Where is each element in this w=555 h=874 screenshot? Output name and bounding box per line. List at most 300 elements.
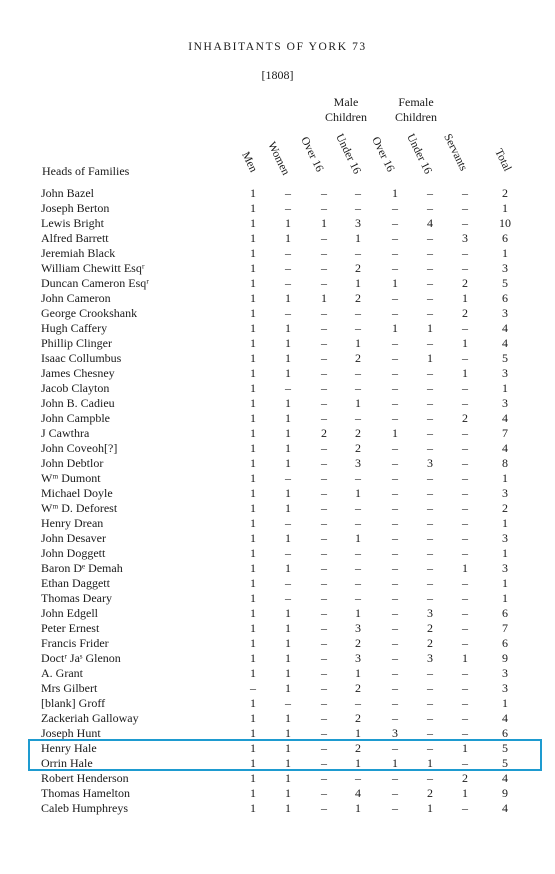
table-cell: – [355, 696, 361, 710]
table-cell: 2 [355, 291, 361, 305]
table-row [0, 411, 555, 426]
table-cell: 2 [355, 261, 361, 275]
table-cell: – [321, 336, 327, 350]
table-cell: – [392, 711, 398, 725]
table-cell: 3 [502, 366, 508, 380]
family-head-name: Henry Drean [41, 516, 104, 530]
table-cell: – [285, 381, 291, 395]
table-cell: 1 [427, 756, 433, 770]
table-cell: 3 [502, 396, 508, 410]
table-cell: 1 [321, 291, 327, 305]
table-cell: 1 [250, 546, 256, 560]
table-cell: – [321, 381, 327, 395]
table-cell: – [427, 471, 433, 485]
table-cell: – [462, 531, 468, 545]
family-head-name: John Edgell [41, 606, 98, 620]
table-cell: 6 [502, 726, 508, 740]
table-cell: 4 [502, 801, 508, 815]
table-cell: – [392, 561, 398, 575]
family-head-name: J Cawthra [41, 426, 90, 440]
female-group-line-2: Children [395, 110, 437, 124]
table-cell: – [462, 606, 468, 620]
table-cell: – [462, 516, 468, 530]
table-row [0, 336, 555, 351]
table-cell: 1 [285, 231, 291, 245]
table-cell: – [427, 741, 433, 755]
table-cell: – [462, 246, 468, 260]
family-head-name: Jacob Clayton [41, 381, 110, 395]
table-row [0, 546, 555, 561]
table-row [0, 471, 555, 486]
table-cell: – [462, 801, 468, 815]
table-cell: – [321, 486, 327, 500]
table-cell: 1 [285, 561, 291, 575]
table-cell: – [285, 186, 291, 200]
table-cell: 3 [502, 306, 508, 320]
table-cell: – [392, 486, 398, 500]
table-cell: – [285, 261, 291, 275]
col-head-female-over-16: Over 16 [369, 135, 397, 174]
family-head-name: Phillip Clinger [41, 336, 113, 350]
table-cell: 1 [502, 246, 508, 260]
table-cell: – [462, 576, 468, 590]
female-group-line-1: Female [398, 95, 434, 109]
family-head-name: John Cameron [41, 291, 111, 305]
table-cell: 1 [355, 231, 361, 245]
table-cell: – [392, 636, 398, 650]
family-head-name: George Crookshank [41, 306, 138, 320]
table-cell: 1 [250, 516, 256, 530]
table-cell: 3 [502, 261, 508, 275]
table-cell: – [321, 366, 327, 380]
table-cell: – [321, 651, 327, 665]
table-cell: – [321, 726, 327, 740]
table-cell: 1 [250, 771, 256, 785]
table-cell: – [462, 351, 468, 365]
table-cell: 1 [250, 216, 256, 230]
table-cell: – [392, 591, 398, 605]
family-head-name: Robert Henderson [41, 771, 129, 785]
table-cell: 1 [250, 396, 256, 410]
table-row [0, 726, 555, 741]
table-cell: 1 [250, 336, 256, 350]
table-cell: 1 [285, 351, 291, 365]
table-cell: – [462, 426, 468, 440]
table-row [0, 216, 555, 231]
table-cell: – [392, 771, 398, 785]
table-cell: – [285, 576, 291, 590]
table-cell: – [427, 306, 433, 320]
table-cell: 3 [502, 531, 508, 545]
table-cell: – [462, 636, 468, 650]
table-cell: – [321, 666, 327, 680]
table-cell: 1 [250, 696, 256, 710]
table-cell: 1 [285, 801, 291, 815]
table-cell: – [392, 291, 398, 305]
table-cell: 1 [502, 381, 508, 395]
table-cell: – [427, 696, 433, 710]
table-cell: 1 [250, 186, 256, 200]
table-cell: – [321, 786, 327, 800]
table-cell: 1 [392, 186, 398, 200]
table-cell: 3 [427, 606, 433, 620]
table-row [0, 381, 555, 396]
table-cell: 1 [355, 666, 361, 680]
male-children-group-label [306, 95, 386, 125]
table-cell: 1 [285, 336, 291, 350]
table-cell: 7 [502, 426, 508, 440]
table-cell: – [427, 726, 433, 740]
table-row [0, 186, 555, 201]
table-cell: 1 [285, 486, 291, 500]
table-cell: – [285, 471, 291, 485]
table-cell: 1 [250, 291, 256, 305]
table-cell: 1 [355, 531, 361, 545]
table-cell: – [321, 321, 327, 335]
table-cell: 1 [355, 396, 361, 410]
family-head-name: Peter Ernest [41, 621, 100, 635]
table-cell: – [355, 321, 361, 335]
table-cell: 1 [250, 351, 256, 365]
table-cell: 8 [502, 456, 508, 470]
table-row [0, 426, 555, 441]
table-cell: – [285, 591, 291, 605]
table-cell: 1 [250, 801, 256, 815]
table-cell: – [321, 546, 327, 560]
table-cell: – [392, 516, 398, 530]
table-cell: 1 [285, 411, 291, 425]
table-cell: – [321, 801, 327, 815]
table-cell: – [427, 261, 433, 275]
table-cell: 4 [355, 786, 361, 800]
family-head-name: Joseph Berton [41, 201, 110, 215]
table-cell: – [427, 771, 433, 785]
table-cell: 1 [355, 336, 361, 350]
table-cell: 1 [250, 741, 256, 755]
table-cell: – [392, 456, 398, 470]
table-cell: – [392, 651, 398, 665]
family-head-name: Orrin Hale [41, 756, 93, 770]
table-cell: – [427, 381, 433, 395]
table-cell: 1 [250, 651, 256, 665]
table-cell: – [355, 471, 361, 485]
table-cell: 2 [462, 771, 468, 785]
table-row [0, 366, 555, 381]
table-cell: 1 [285, 456, 291, 470]
table-row [0, 771, 555, 786]
table-cell: 4 [502, 711, 508, 725]
table-cell: 1 [355, 801, 361, 815]
table-cell: – [321, 441, 327, 455]
table-cell: – [462, 216, 468, 230]
table-cell: 1 [427, 801, 433, 815]
table-row [0, 561, 555, 576]
table-row [0, 321, 555, 336]
table-cell: – [392, 411, 398, 425]
table-cell: – [392, 666, 398, 680]
col-head-servants: Servants [441, 132, 470, 173]
table-cell: – [355, 561, 361, 575]
table-cell: 3 [355, 651, 361, 665]
table-cell: – [321, 456, 327, 470]
table-cell: – [392, 501, 398, 515]
table-cell: 2 [502, 186, 508, 200]
table-cell: 7 [502, 621, 508, 635]
family-head-name: John B. Cadieu [41, 396, 115, 410]
table-cell: – [427, 711, 433, 725]
table-row [0, 681, 555, 696]
table-cell: – [462, 201, 468, 215]
table-cell: – [355, 771, 361, 785]
table-cell: 1 [250, 441, 256, 455]
table-cell: 1 [285, 726, 291, 740]
table-cell: – [462, 726, 468, 740]
table-cell: – [392, 306, 398, 320]
table-cell: 1 [250, 501, 256, 515]
table-cell: – [392, 201, 398, 215]
table-cell: 3 [355, 216, 361, 230]
table-cell: 1 [462, 291, 468, 305]
table-cell: 1 [355, 726, 361, 740]
table-cell: 1 [250, 366, 256, 380]
table-cell: – [321, 396, 327, 410]
family-head-name: Duncan Cameron Esqʳ [41, 276, 149, 290]
table-cell: 1 [250, 456, 256, 470]
table-cell: – [462, 666, 468, 680]
table-row [0, 246, 555, 261]
table-cell: – [392, 546, 398, 560]
table-cell: 5 [502, 756, 508, 770]
table-row [0, 261, 555, 276]
table-cell: 1 [355, 276, 361, 290]
family-head-name: Henry Hale [41, 741, 97, 755]
table-cell: – [427, 186, 433, 200]
table-cell: – [427, 516, 433, 530]
table-cell: – [355, 186, 361, 200]
table-cell: – [462, 501, 468, 515]
table-cell: – [392, 351, 398, 365]
table-cell: 1 [250, 636, 256, 650]
table-cell: 4 [502, 321, 508, 335]
table-cell: – [392, 741, 398, 755]
table-cell: – [321, 351, 327, 365]
table-cell: – [462, 486, 468, 500]
family-head-name: Caleb Humphreys [41, 801, 128, 815]
table-cell: – [462, 441, 468, 455]
table-cell: 2 [355, 741, 361, 755]
table-cell: – [462, 456, 468, 470]
table-cell: 1 [285, 321, 291, 335]
table-cell: – [392, 246, 398, 260]
table-cell: 1 [285, 666, 291, 680]
table-cell: 1 [502, 471, 508, 485]
table-cell: – [321, 261, 327, 275]
table-cell: – [427, 291, 433, 305]
table-row [0, 591, 555, 606]
col-head-female-under-16: Under 16 [404, 132, 434, 177]
family-head-name: Thomas Hamelton [41, 786, 130, 800]
table-cell: 2 [355, 441, 361, 455]
family-head-name: Hugh Caffery [41, 321, 108, 335]
table-cell: – [355, 576, 361, 590]
table-cell: – [462, 756, 468, 770]
table-cell: 1 [502, 546, 508, 560]
table-row [0, 501, 555, 516]
table-cell: 1 [250, 591, 256, 605]
table-cell: – [427, 561, 433, 575]
census-table-body [0, 186, 555, 816]
table-cell: – [285, 246, 291, 260]
table-cell: 1 [250, 726, 256, 740]
table-cell: 1 [250, 786, 256, 800]
table-cell: 3 [502, 561, 508, 575]
table-cell: 1 [250, 201, 256, 215]
table-cell: 1 [427, 321, 433, 335]
table-cell: – [285, 306, 291, 320]
heads-of-families-label: Heads of Families [42, 164, 130, 178]
table-cell: – [355, 546, 361, 560]
table-row [0, 291, 555, 306]
table-row [0, 441, 555, 456]
table-cell: 1 [250, 621, 256, 635]
table-cell: 1 [285, 606, 291, 620]
table-cell: 3 [502, 681, 508, 695]
table-cell: 1 [502, 591, 508, 605]
table-cell: 6 [502, 231, 508, 245]
table-row [0, 636, 555, 651]
table-cell: – [321, 681, 327, 695]
table-row [0, 741, 555, 756]
table-cell: 1 [250, 531, 256, 545]
table-cell: – [285, 516, 291, 530]
table-cell: – [427, 681, 433, 695]
table-cell: – [355, 366, 361, 380]
col-head-men: Men [239, 150, 260, 175]
table-cell: 2 [502, 501, 508, 515]
table-cell: – [321, 531, 327, 545]
table-cell: 1 [250, 711, 256, 725]
table-cell: 1 [462, 786, 468, 800]
table-row [0, 606, 555, 621]
table-cell: – [392, 381, 398, 395]
table-cell: – [392, 606, 398, 620]
table-cell: 2 [427, 786, 433, 800]
table-cell: – [427, 366, 433, 380]
table-cell: 3 [462, 231, 468, 245]
table-row [0, 696, 555, 711]
table-cell: 1 [502, 576, 508, 590]
table-cell: 1 [285, 636, 291, 650]
table-cell: 6 [502, 606, 508, 620]
family-head-name: Jeremiah Black [41, 246, 116, 260]
table-cell: – [427, 201, 433, 215]
table-cell: – [427, 336, 433, 350]
female-children-group-label [376, 95, 456, 125]
table-cell: – [321, 561, 327, 575]
table-cell: – [321, 516, 327, 530]
table-cell: – [462, 696, 468, 710]
table-cell: – [427, 576, 433, 590]
table-cell: – [462, 261, 468, 275]
table-cell: – [427, 666, 433, 680]
table-cell: – [250, 681, 256, 695]
table-row [0, 276, 555, 291]
table-row [0, 801, 555, 816]
family-head-name: Isaac Collumbus [41, 351, 122, 365]
table-cell: 1 [285, 216, 291, 230]
table-cell: – [427, 396, 433, 410]
family-head-name: A. Grant [41, 666, 83, 680]
table-cell: 3 [355, 456, 361, 470]
table-cell: 1 [462, 561, 468, 575]
table-cell: – [321, 246, 327, 260]
table-cell: 1 [355, 606, 361, 620]
table-row [0, 576, 555, 591]
table-cell: 1 [285, 771, 291, 785]
table-cell: – [462, 591, 468, 605]
table-cell: 1 [502, 696, 508, 710]
table-row [0, 456, 555, 471]
table-cell: 1 [250, 666, 256, 680]
male-group-line-2: Children [325, 110, 367, 124]
table-cell: 5 [502, 276, 508, 290]
table-cell: 4 [502, 771, 508, 785]
table-cell: 1 [285, 501, 291, 515]
table-cell: – [321, 501, 327, 515]
table-cell: 2 [462, 276, 468, 290]
table-cell: 1 [250, 606, 256, 620]
family-head-name: Baron Dᵉ Demah [41, 561, 123, 575]
table-cell: – [462, 621, 468, 635]
table-cell: – [462, 546, 468, 560]
family-head-name: John Coveoh[?] [41, 441, 118, 455]
table-cell: 1 [285, 531, 291, 545]
table-cell: – [321, 756, 327, 770]
table-cell: 1 [250, 576, 256, 590]
table-cell: 1 [250, 321, 256, 335]
col-head-male-under-16: Under 16 [333, 132, 363, 177]
table-cell: – [321, 411, 327, 425]
table-cell: 2 [355, 711, 361, 725]
table-row [0, 621, 555, 636]
family-head-name: Joseph Hunt [41, 726, 101, 740]
family-head-name: Michael Doyle [41, 486, 113, 500]
table-cell: 2 [355, 351, 361, 365]
family-head-name: James Chesney [41, 366, 115, 380]
table-cell: 1 [355, 486, 361, 500]
table-cell: – [355, 246, 361, 260]
table-cell: – [427, 411, 433, 425]
table-cell: – [285, 546, 291, 560]
table-cell: – [355, 411, 361, 425]
table-cell: – [462, 186, 468, 200]
table-cell: – [427, 231, 433, 245]
table-cell: – [392, 576, 398, 590]
table-cell: – [321, 741, 327, 755]
table-cell: 4 [502, 411, 508, 425]
table-cell: – [285, 276, 291, 290]
family-head-name: [blank] Groff [41, 696, 106, 710]
table-row [0, 231, 555, 246]
table-cell: 1 [427, 351, 433, 365]
table-cell: – [355, 381, 361, 395]
table-row [0, 486, 555, 501]
family-head-name: William Chewitt Esqʳ [41, 261, 145, 275]
table-cell: 4 [427, 216, 433, 230]
table-cell: 6 [502, 291, 508, 305]
family-head-name: John Bazel [41, 186, 94, 200]
table-cell: – [392, 231, 398, 245]
